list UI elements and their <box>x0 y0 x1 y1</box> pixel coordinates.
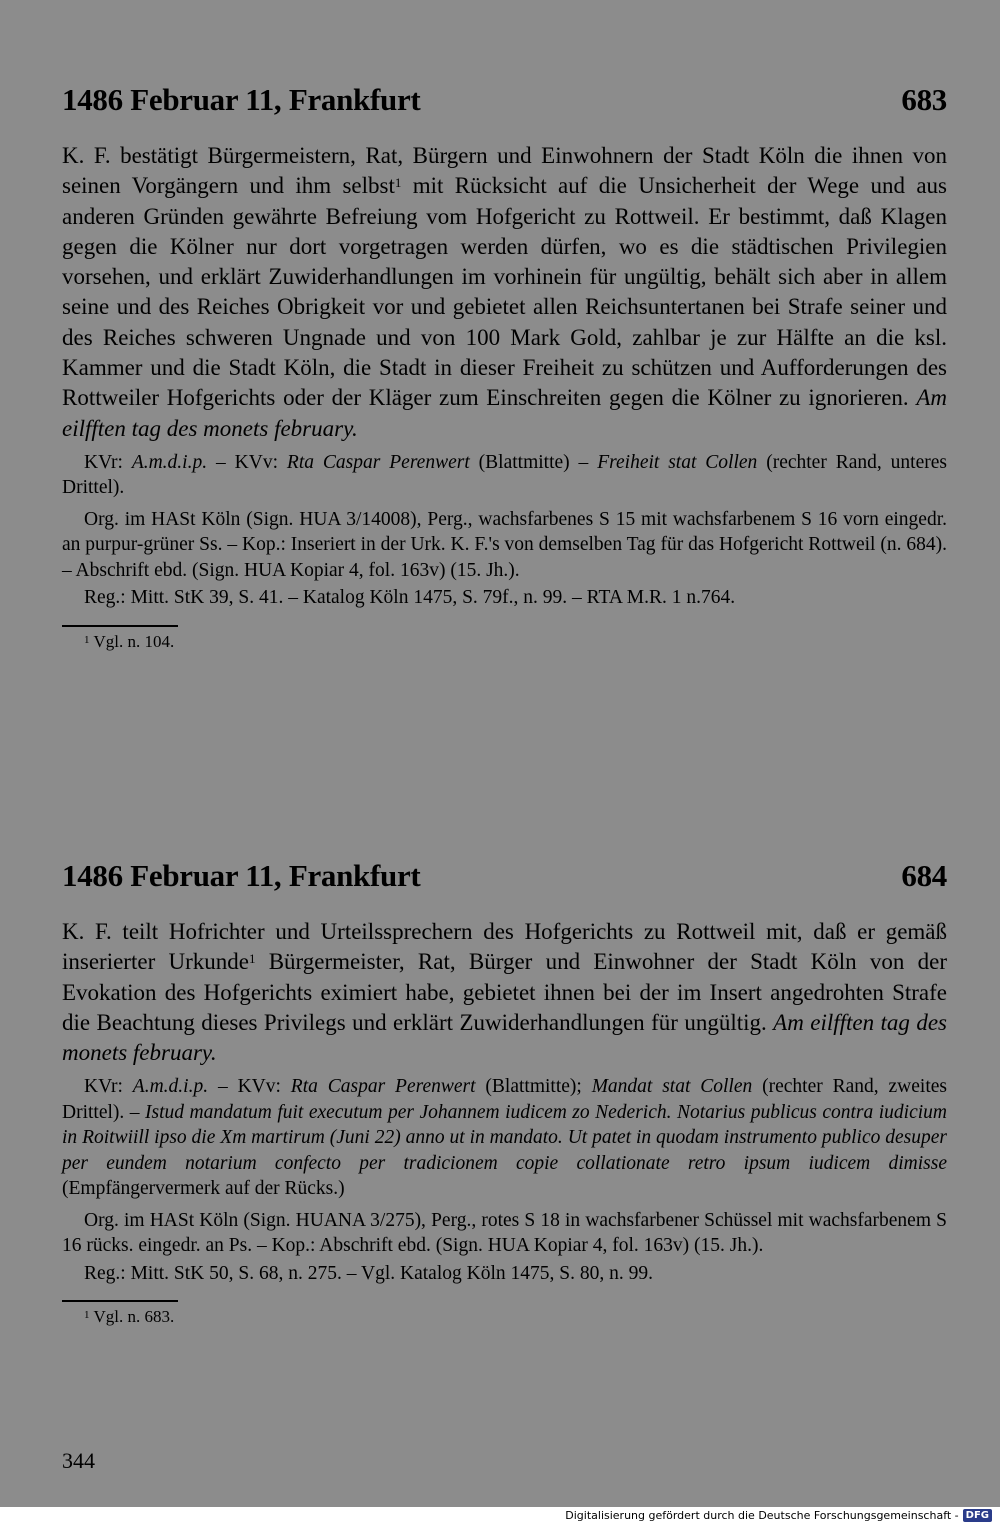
kv-label: (rechter Rand, zweites Drittel). – <box>62 1076 947 1123</box>
summary-dating-clause: Am eilfften tag des monets february. <box>62 1009 947 1066</box>
footnote-text: Vgl. n. 104. <box>93 631 175 651</box>
kv-text: Rta Caspar Perenwert <box>286 451 470 473</box>
regest-references: Reg.: Mitt. StK 50, S. 68, n. 275. – Vgl. Katalog Köln 1475, S. 80, n. 99. <box>84 1262 653 1284</box>
entry-summary <box>62 917 947 1068</box>
kv-label: (rechter Rand, unteres Drittel). <box>62 451 947 499</box>
page-number: 344 <box>62 1448 95 1473</box>
summary-text-continued: mit Rücksicht auf die Unsicherheit der Wege und aus anderen Gründen gewährte Befreiung vom Hofgericht zu Rottweil. Er bestimmt, daß Klagen gegen die Kölner nur dort vorgetragen werden dürfen, wo es die städtischen Privilegien vorsehen, und erklärt Zuwiderhandlungen im vorhinein für ungültig, behält sich aber in allem seine und des Reiches Obrigkeit vor und gebietet allen Reichsuntertanen bei Strafe seiner und des Reiches schweren Ungnade und von 100 Mark Gold, zahlbar je zur Hälfte an die ksl. Kammer und die Stadt Köln, die Stadt in dieser Freiheit zu schützen und Aufforderungen des Rottweiler Hofgerichts oder der Kläger zum Einschreiten gegen die Kölner zu ignorieren. <box>62 173 947 411</box>
kv-label: – KVv: <box>207 451 287 473</box>
original-note: Org. im HASt Köln (Sign. HUANA 3/275), Perg., rotes S 18 in wachsfarbener Schüssel mit wachsfarbenem S 16 rücks. eingedr. an Ps. – Kop.: Abschrift ebd. (Sign. HUA Kopiar 4, fol. 163v) (15. Jh.). <box>62 1209 947 1257</box>
kv-text: Rta Caspar Perenwert <box>290 1076 476 1098</box>
summary-text-continued: Bürgermeister, Rat, Bürger und Einwohner der Stadt Köln von der Evokation des Hofgerichts eximiert habe, gebietet ihnen bei der im Insert angedrohten Strafe die Beachtung dieses Privilegs und erklärt Zuwiderhandlungen für ungültig. <box>62 949 947 1035</box>
entry-summary <box>62 141 947 444</box>
entry-number: 684 <box>901 858 947 893</box>
kv-label: (Empfängervermerk auf der Rücks.) <box>62 1178 345 1200</box>
entry-date-place: 1486 Februar 11, Frankfurt <box>62 858 421 893</box>
kv-label: (Blattmitte) – <box>469 451 598 473</box>
kv-text: A.m.d.i.p. <box>131 451 208 473</box>
regest-entry-684 <box>62 858 947 1328</box>
summary-text: K. F. bestätigt Bürgermeistern, Rat, Bürgern und Einwohnern der Stadt Köln die ihnen von seinen Vorgängern und ihm selbst <box>62 143 947 199</box>
footnote <box>62 631 947 653</box>
dorsal-note: Istud mandatum fuit executum per Johannem iudicem zo Nederich. Notarius publicus contra iudicium in Roitwiill ipso die Xm martirum (Juni 22) anno ut in mandato. Ut patet in quodam instrumento publico desuper per eundem notarium confecto per tradicionem copie collationate retro ipsum iudicem dimisse <box>62 1101 947 1174</box>
kv-label: KVr: <box>84 451 132 473</box>
regest-references: Reg.: Mitt. StK 39, S. 41. – Katalog Köln 1475, S. 79f., n. 99. – RTA M.R. 1 n.764. <box>84 587 736 609</box>
footnote-mark: 1 <box>84 1309 90 1322</box>
footnote-text: Vgl. n. 683. <box>93 1307 175 1327</box>
footnote-rule <box>62 625 178 627</box>
kv-label: – KVv: <box>208 1076 291 1098</box>
funding-credit <box>565 1509 992 1522</box>
dfg-logo: DFG <box>963 1509 992 1522</box>
kv-text: A.m.d.i.p. <box>132 1076 209 1098</box>
kv-text: Freiheit stat Collen <box>597 451 758 473</box>
summary-text: K. F. teilt Hofrichter und Urteilssprechern des Hofgerichts zu Rottweil mit, daß er gemäß inserierter Urkunde <box>62 919 947 975</box>
footnote-mark: 1 <box>84 633 90 646</box>
credit-text: Digitalisierung gefördert durch die Deutsche Forschungsgemeinschaft - <box>565 1509 959 1522</box>
kanzleivermerk <box>62 1074 947 1202</box>
footnote-rule <box>62 1300 178 1302</box>
entry-heading <box>62 858 947 894</box>
footnote-ref: 1 <box>394 175 402 191</box>
entry-date-place: 1486 Februar 11, Frankfurt <box>62 82 421 117</box>
kv-text: Mandat stat Collen <box>591 1076 753 1098</box>
footnote <box>62 1306 947 1328</box>
kv-label: (Blattmitte); <box>475 1076 592 1098</box>
entry-number: 683 <box>901 82 947 117</box>
kv-label: KVr: <box>84 1076 133 1098</box>
entry-heading <box>62 82 947 118</box>
original-note: Org. im HASt Köln (Sign. HUA 3/14008), Perg., wachsfarbenes S 15 mit wachsfarbenem S 16 vorn eingedr. an purpur-grüner Ss. – Kop.: Inseriert in der Urk. K. F.'s von demselben Tag für das Hofgericht Rottweil (n. 684). – Abschrift ebd. (Sign. HUA Kopiar 4, fol. 163v) (15. Jh.). <box>62 508 947 581</box>
summary-dating-clause: Am eilfften tag des monets february. <box>62 385 947 441</box>
kanzleivermerk <box>62 450 947 501</box>
footnote-ref: 1 <box>248 951 256 967</box>
regest-entry-683 <box>62 82 947 653</box>
